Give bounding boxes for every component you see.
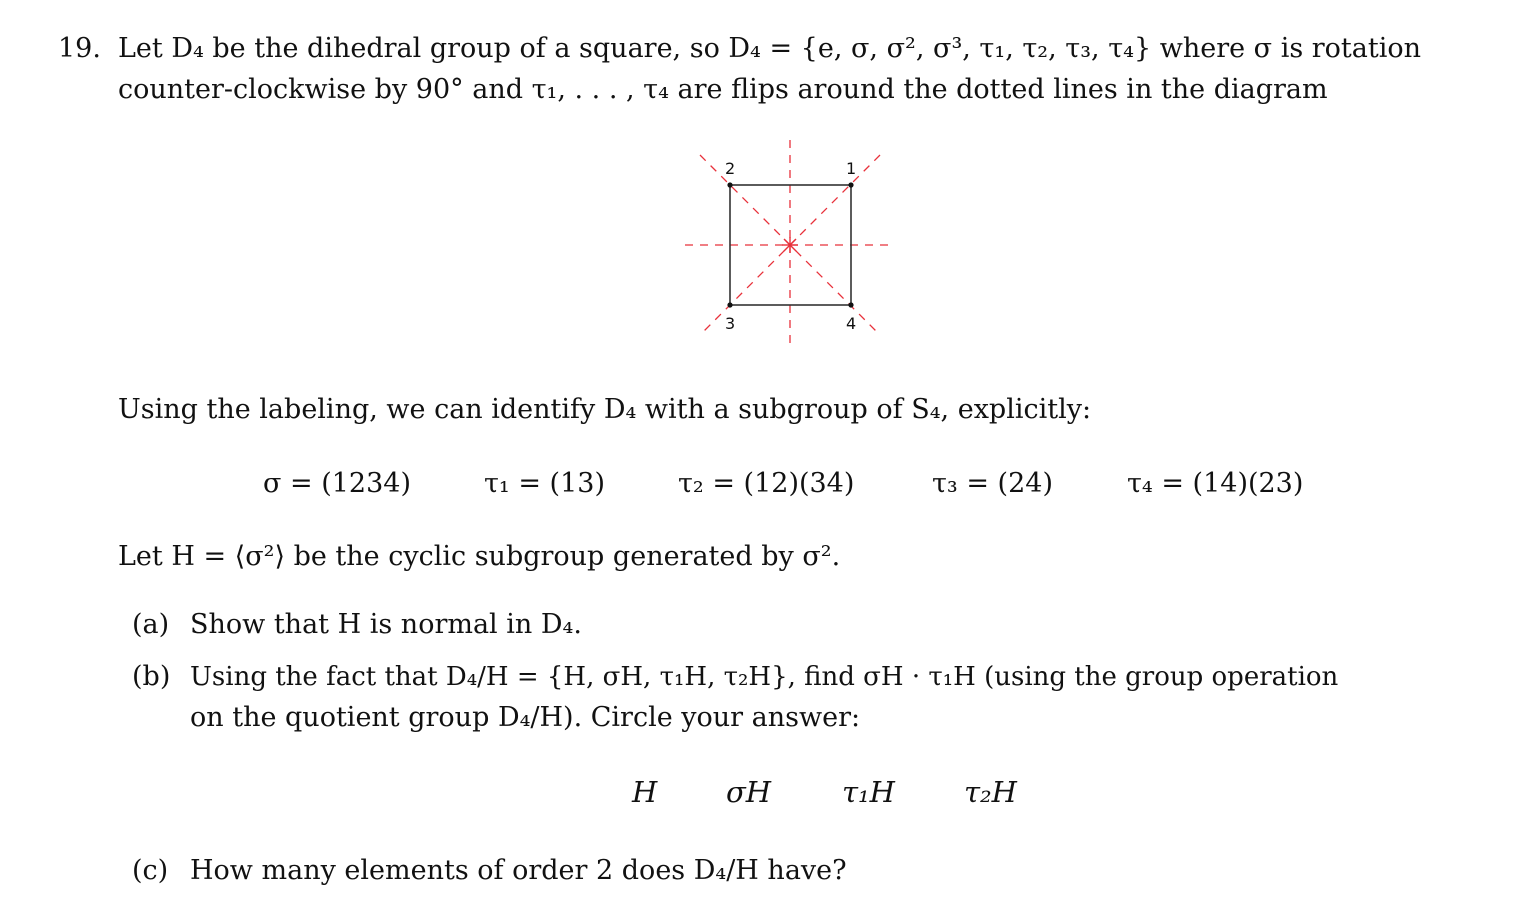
- vertex-label-3: 3: [725, 314, 736, 333]
- tau1-permutation: τ₁ = (13): [484, 468, 605, 499]
- problem-statement-line-2: counter-clockwise by 90° and τ₁, . . . , τ₄ are flips around the dotted lines in the diagram: [118, 74, 1328, 105]
- tau2-permutation: τ₂ = (12)(34): [678, 468, 855, 499]
- part-b-text-line-1: Using the fact that D₄/H = {H, σH, τ₁H, τ₂H}, find σH · τ₁H (using the group operation: [190, 662, 1339, 692]
- problem-number: 19.: [58, 33, 101, 64]
- problem-statement-line-1: Let D₄ be the dihedral group of a square, so D₄ = {e, σ, σ², σ³, τ₁, τ₂, τ₃, τ₄} where σ is rotation: [118, 33, 1422, 64]
- identify-sentence: Using the labeling, we can identify D₄ with a subgroup of S₄, explicitly:: [118, 394, 1092, 425]
- part-c-label: (c): [132, 855, 169, 886]
- vertex-label-2: 2: [725, 159, 736, 178]
- vertex-dot-3: [727, 302, 732, 307]
- vertex-label-4: 4: [846, 314, 857, 333]
- vertex-dot-1: [848, 182, 853, 187]
- square-symmetry-diagram: [680, 130, 910, 360]
- choice-tau2-h[interactable]: τ₂H: [964, 775, 1017, 809]
- vertex-label-1: 1: [846, 159, 857, 178]
- sigma-permutation: σ = (1234): [263, 468, 411, 499]
- tau3-permutation: τ₃ = (24): [932, 468, 1053, 499]
- vertex-dot-4: [848, 302, 853, 307]
- center-point: [782, 237, 798, 253]
- vertex-dot-2: [727, 182, 732, 187]
- subgroup-definition: Let H = ⟨σ²⟩ be the cyclic subgroup generated by σ².: [118, 541, 841, 572]
- choice-tau1-h[interactable]: τ₁H: [842, 775, 895, 809]
- part-a-label: (a): [132, 609, 170, 640]
- part-b-label: (b): [132, 661, 171, 692]
- part-c-text: How many elements of order 2 does D₄/H have?: [190, 855, 847, 886]
- choice-h[interactable]: H: [632, 775, 658, 809]
- tau4-permutation: τ₄ = (14)(23): [1127, 468, 1304, 499]
- part-a-text: Show that H is normal in D₄.: [190, 609, 582, 640]
- part-b-text-line-2: on the quotient group D₄/H). Circle your answer:: [190, 702, 861, 733]
- choice-sigma-h[interactable]: σH: [726, 775, 772, 809]
